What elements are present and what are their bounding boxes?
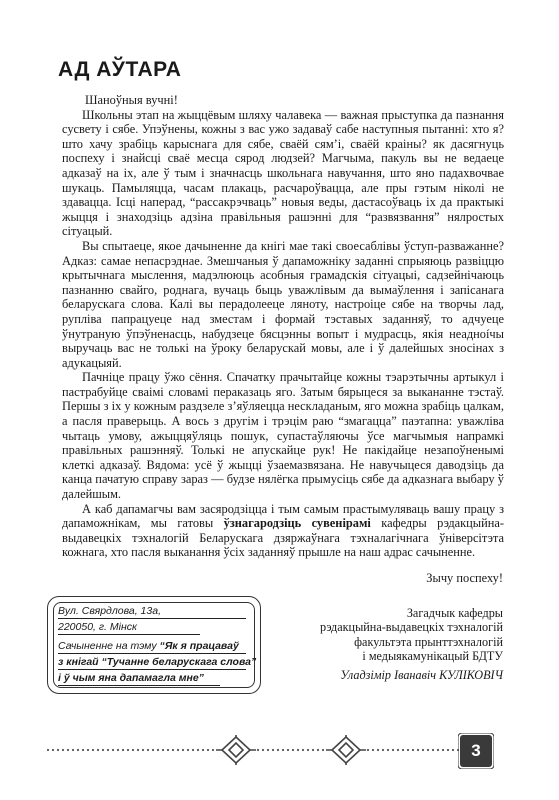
ornament-dot [382,749,384,751]
ornament-dot [172,749,174,751]
ornament-dot [422,749,424,751]
ornament-dot [307,749,309,751]
essay-topic-bold-1: “Як я працаваў [159,640,239,652]
ornament-dot [162,749,164,751]
ornament-dot [202,749,204,751]
ornament-dot [92,749,94,751]
ornament-dot [212,749,214,751]
ornament-dot [167,749,169,751]
wish-text: Зычу поспеху! [426,571,503,585]
ornament-dot [377,749,379,751]
page-title: АД АЎТАРА [58,58,182,81]
signature-line-2: рэдакцыйна-выдавецкіх тэхналогій [320,620,503,635]
ornament-dot [127,749,129,751]
body-text [62,93,504,560]
ornament-dot [402,749,404,751]
ornament-dot [72,749,74,751]
essay-topic-line-1 [58,640,246,654]
ornament-dot [427,749,429,751]
paragraph-4 [62,502,504,560]
signature-block [243,606,503,682]
ornament-dot [117,749,119,751]
ornament-dot [87,749,89,751]
footer-ornament [46,735,466,765]
paragraph-2: Вы спытаеце, якое дачыненне да кнігі мае такі своесаблівы ўступ-разважанне? Адказ: самае непасрэднае. Змешчаныя ў дапаможніку заданні спрыяюць развіццю крытычнага мыслення, мадэлююць асобныя грамадскія сітуацыі, садзейнічаюць пазнанню свайго, роднага, вучаць быць уважлівым да вымаўлення і запісанага беларускага слова. Калі вы перадолееце ляноту, настроіце сябе на творчы лад, руплiва папрацуеце над зместам і формай тэставых заданняў, то адчуеце ўнутраную ўпэўненасць, набудзеце бясцэнны вопыт і мудрасць, якія неадноíчы выручаць вас не толькі на ўроку беларускай мовы, але і ў далейшых зносінах з адукацыяй. [62,238,504,370]
ornament-dot [57,749,59,751]
address-street: Вул. Свярдлова, 13а, [58,605,246,619]
page-number: 3 [471,741,481,760]
ornament-dot [62,749,64,751]
ornament-motif [216,735,256,765]
ornament-dot [77,749,79,751]
signature-line-1: Загадчык кафедры [406,606,503,620]
ornament-dot [292,749,294,751]
ornament-dot [452,749,454,751]
essay-topic-line-3 [58,672,220,686]
essay-topic-bold-2: з кнігай “Тучанне беларускага слова” [58,656,257,668]
ornament-dot [432,749,434,751]
ornament-dot [262,749,264,751]
ornament-dot [302,749,304,751]
ornament-dot [122,749,124,751]
ornament-dot [447,749,449,751]
ornament-dot [277,749,279,751]
ornament-dot [182,749,184,751]
ornament-dot [177,749,179,751]
ornament-dot [147,749,149,751]
ornament-dot [52,749,54,751]
essay-topic-plain: Сачыненне на тэму [58,640,160,652]
ornament-dot [102,749,104,751]
ornament-dot [82,749,84,751]
paragraph-3: Пачніце працу ўжо сёння. Спачатку прачытайце кожны тэарэтычны артыкул і пастрабуйце сваімі словамі пераказаць яго. Затым бярыцеся за выкананне тэстаў. Першы з іх у кожным раздзеле з’яўляецца нескладаным, яго можна зрабіць цалкам, а пасля праверыць. А вось з другім і трэцім раю “змагацца” паэтапна: уважліва чытаць умову, ажыццяўляць пошук, супастаўляючы ўсе магчымыя напрамкі правільных рашэнняў. Толькі не апускайце рук! Не пакідайце незапоўненымі клеткі адказаў. Вядома: усё ў жыцці ўзаемазвязана. Не навучыцеся даводзіць да канца пачатую справу зараз — будзе нялёгка прымусіць сябе да адказнага выбару ў далейшым. [62,370,504,502]
address-city: 220050, г. Мінск [58,621,200,635]
ornament-motif [326,735,366,765]
ornament-dot [287,749,289,751]
ornament-dot [407,749,409,751]
ornament-dot [442,749,444,751]
ornament-dot [372,749,374,751]
ornament-dot [387,749,389,751]
ornament-dot [312,749,314,751]
ornament-dot [137,749,139,751]
ornament-dot [282,749,284,751]
signature-line-4: і медыякамунікацый БДТУ [362,649,503,664]
ornament-dot [197,749,199,751]
ornament-dot [272,749,274,751]
ornament-dot [297,749,299,751]
ornament-dot [412,749,414,751]
ornament-dot [367,749,369,751]
ornament-dot [192,749,194,751]
ornament-dot [107,749,109,751]
essay-topic-bold-3: і ў чым яна дапамагла мне” [58,672,204,684]
ornament-dot [47,749,49,751]
ornament-dot [97,749,99,751]
paragraph-4-bold: ўзнагародзіць сувенірамі [223,516,371,531]
ornament-dot [392,749,394,751]
ornament-dot [152,749,154,751]
ornament-dot [322,749,324,751]
greeting: Шаноўныя вучні! [85,93,178,107]
ornament-dot [132,749,134,751]
ornament-dot [317,749,319,751]
signature-line-3: факультэта прынттэхналогій [354,634,503,649]
ornament-dot [267,749,269,751]
ornament-dot [157,749,159,751]
author-name: Уладзімір Іванавіч КУЛІКОВІЧ [340,667,503,682]
ornament-dot [207,749,209,751]
ornament-dot [417,749,419,751]
ornament-dot [142,749,144,751]
ornament-dot [437,749,439,751]
paragraph-4-start: А каб дапамагчы вам засяродзіцца і тым самым прастымуляваць вашу працу з дапаможнікам, мы гатовы [62,501,504,531]
paragraph-4-end: кафедры рэдакцыйна-выдавецкіх тэхналогій Беларускага дзяржаўнага тэхналагічнага ўніверсітэта кожнага, хто пасля выканання ўсіх заданняў прышле на наш адрас сачыненне. [62,516,504,560]
ornament-dot [187,749,189,751]
ornament-dot [112,749,114,751]
ornament-dot [397,749,399,751]
ornament-dot [257,749,259,751]
address-card [47,596,261,694]
ornament-dot [67,749,69,751]
essay-topic-line-2 [58,656,257,670]
paragraph-1: Школьны этап на жыццёвым шляху чалавека — важная прыступка да пазнання сусвету і сябе. Упэўнены, кожны з вас ужо задаваў сабе наступныя пытанні: хто я? што хачу зрабіць карыснага для сябе, сваёй сям’і, сваёй краіны? як дасягнуць поспеху і знайсці сваё месца сярод людзей? Магчыма, пакуль вы не ведаеце адказаў на іх, але ў тым і значнасць школьнага навучання, што яно падахвочвае шукаць. Памыляцца, часам плакаць, расчароўвацца, але пры гэтым ніколі не здавацца. Ісці наперад, “рассакрэчваць” новыя веды, дастасоўваць іх да практыкі жыцця і знаходзіць адзіна правільныя рашэнні для “развязвання” нялростых сітуацый. [62,107,504,239]
